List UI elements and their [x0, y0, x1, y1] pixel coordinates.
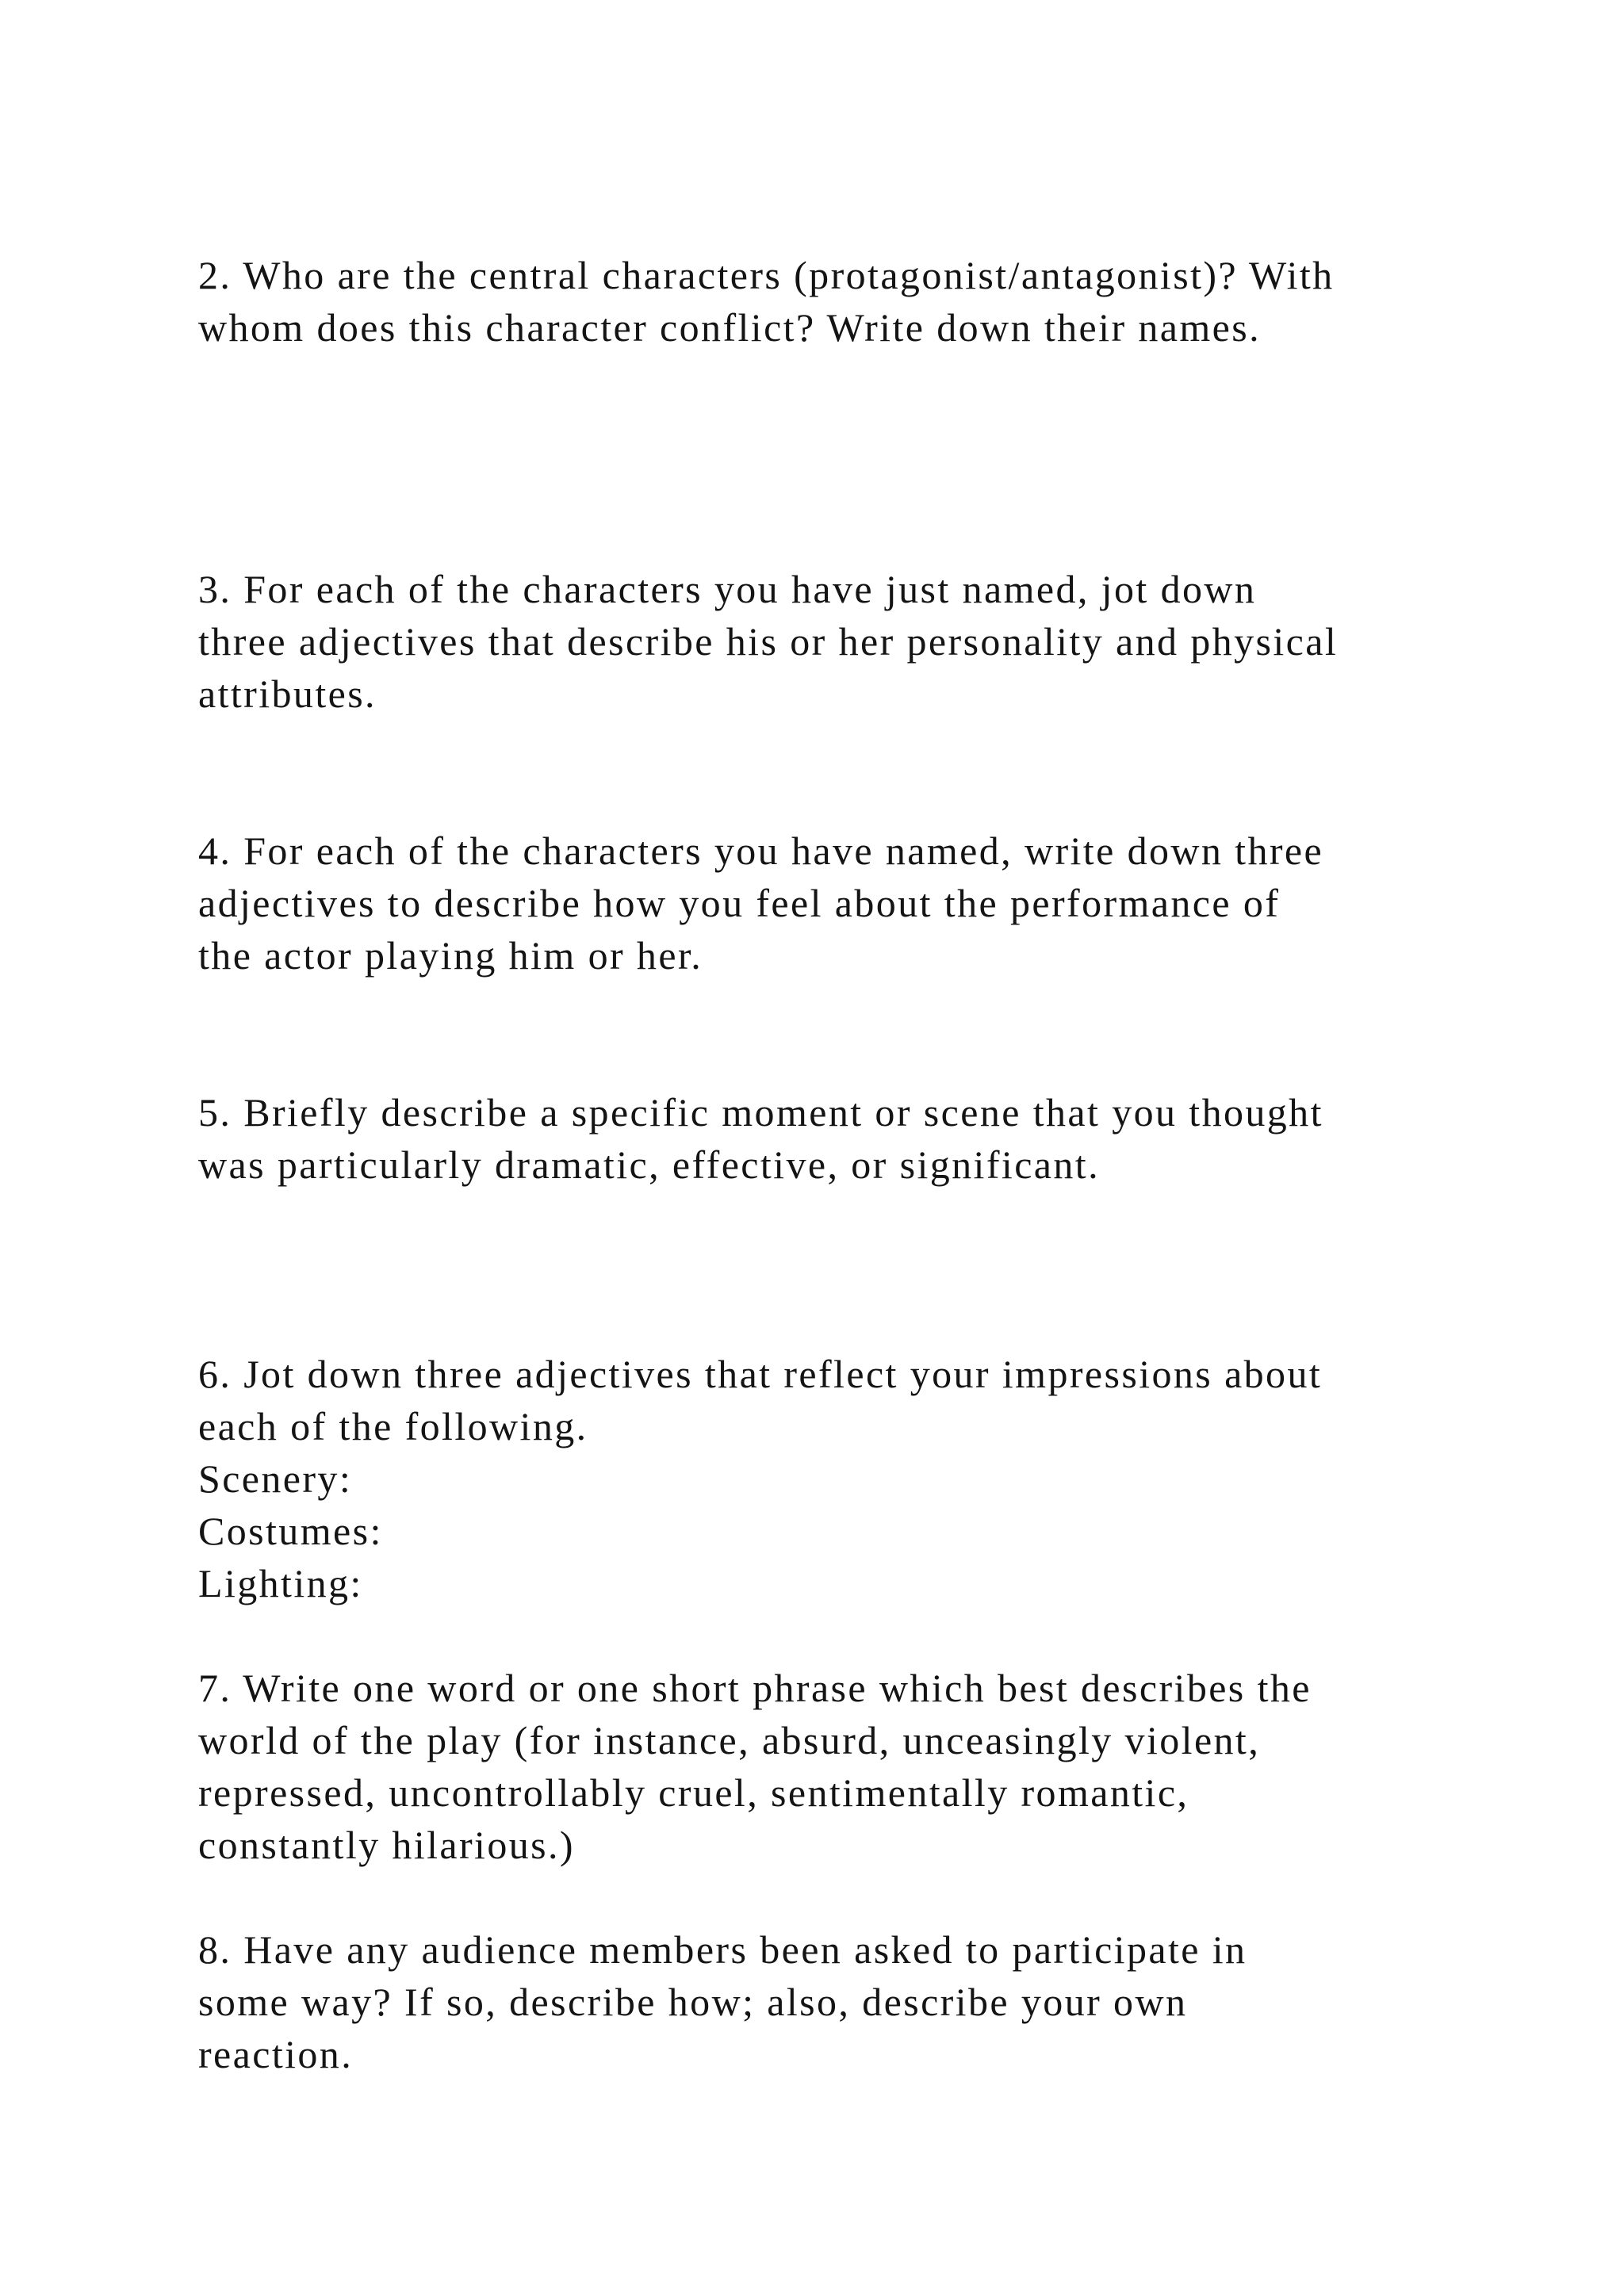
question-4-line-3: the actor playing him or her. — [198, 933, 703, 978]
question-7-line-3: repressed, uncontrollably cruel, sentimentally romantic, — [198, 1770, 1189, 1815]
question-3-line-3: attributes. — [198, 672, 377, 716]
question-6-line-1: 6. Jot down three adjectives that reflect your impressions about — [198, 1352, 1323, 1396]
lighting-label: Lighting: — [198, 1561, 363, 1605]
question-7-line-4: constantly hilarious.) — [198, 1823, 575, 1867]
scenery-label: Scenery: — [198, 1456, 353, 1501]
question-7-line-2: world of the play (for instance, absurd, unceasingly violent, — [198, 1718, 1261, 1762]
question-5-line-2: was particularly dramatic, effective, or significant. — [198, 1142, 1100, 1187]
question-4-line-2: adjectives to describe how you feel about the performance of — [198, 881, 1281, 925]
question-5-line-1: 5. Briefly describe a specific moment or scene that you thought — [198, 1090, 1323, 1135]
question-4-line-1: 4. For each of the characters you have named, write down three — [198, 828, 1324, 873]
question-7-line-1: 7. Write one word or one short phrase which best describes the — [198, 1666, 1312, 1710]
question-6-line-2: each of the following. — [198, 1404, 588, 1448]
question-3-line-2: three adjectives that describe his or her personality and physical — [198, 619, 1339, 664]
question-8-line-3: reaction. — [198, 2032, 354, 2076]
question-8-line-1: 8. Have any audience members been asked to participate in — [198, 1927, 1247, 1972]
question-2-line-1: 2. Who are the central characters (protagonist/antagonist)? With — [198, 253, 1335, 297]
costumes-label: Costumes: — [198, 1509, 383, 1553]
question-3-line-1: 3. For each of the characters you have just named, jot down — [198, 567, 1257, 611]
question-8-line-2: some way? If so, describe how; also, describe your own — [198, 1980, 1188, 2024]
question-2-line-2: whom does this character conflict? Write down their names. — [198, 305, 1262, 350]
